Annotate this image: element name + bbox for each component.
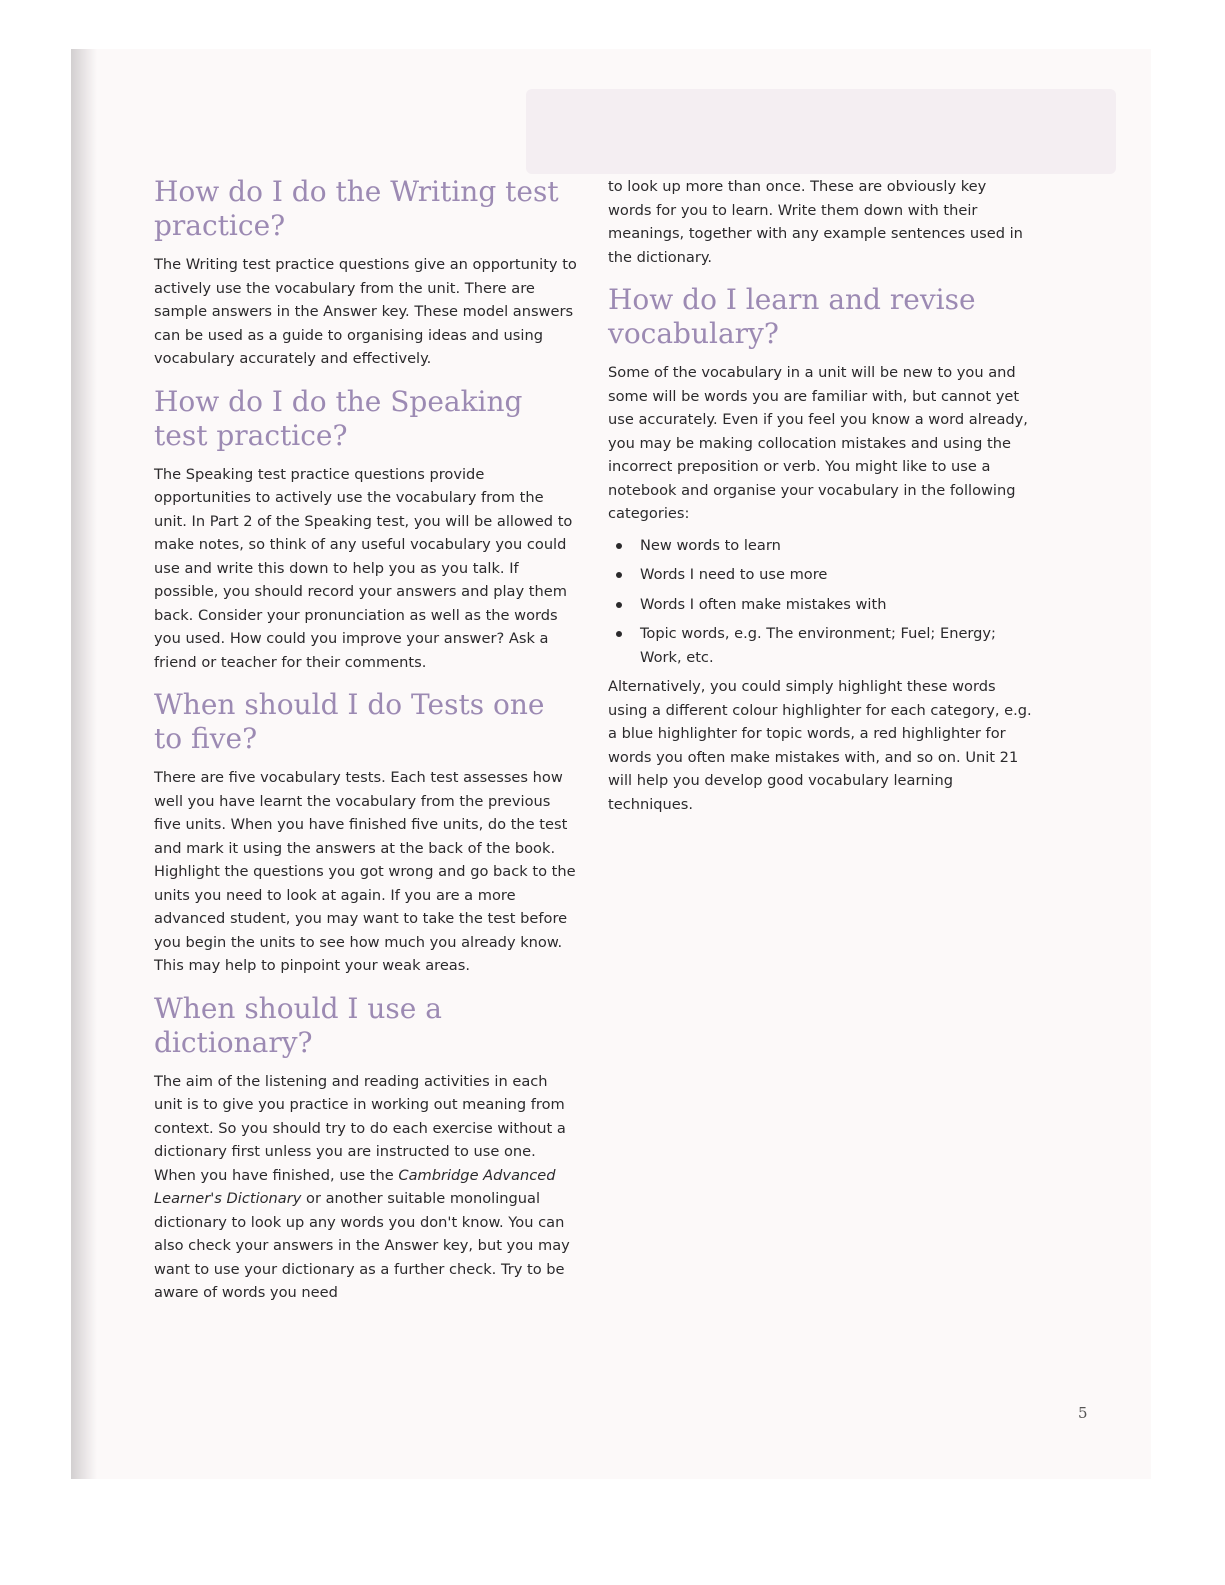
right-column xyxy=(608,175,1033,816)
left-column xyxy=(154,175,579,1305)
category-list xyxy=(608,534,1033,670)
tests-heading: When should I do Tests one to five? xyxy=(154,688,545,755)
category-item: Words I often make mistakes with xyxy=(608,593,1033,617)
category-item: New words to learn xyxy=(608,534,1033,558)
dictionary-body-end: or another suitable monolingual dictionary to look up any words you don't know. You can also check your answers in the Answer key, but you may want to use your dictionary as a further check. Try to be aware of words you need xyxy=(154,1190,570,1301)
revise-outro: Alternatively, you could simply highlight these words using a different colour highlighter for each category, e.g. a blue highlighter for topic words, a red highlighter for words you often make mistakes with, and so on. Unit 21 will help you develop good vocabulary learning techniques. xyxy=(608,678,1032,813)
speaking-heading: How do I do the Speaking test practice? xyxy=(154,384,523,452)
category-item: Words I need to use more xyxy=(608,563,1033,587)
tests-body: There are five vocabulary tests. Each test assesses how well you have learnt the vocabulary from the previous five units. When you have finished five units, do the test and mark it using the answers at the back of the book. Highlight the questions you got wrong and go back to the units you need to look at again. If you are a more advanced student, you may want to take the test before you begin the units to see how much you already know. This may help to pinpoint your weak areas. xyxy=(154,769,576,974)
page-number: 5 xyxy=(1078,1404,1088,1422)
dictionary-title: Cambridge Advanced Learner's Dictionary xyxy=(154,1166,556,1207)
show-through-shadow xyxy=(526,89,1116,174)
writing-body: The Writing test practice questions give an opportunity to actively use the vocabulary from the unit. There are sample answers in the Answer key. These model answers can be used as a guide to organising ideas and using vocabulary accurately and effectively. xyxy=(154,256,577,367)
book-page xyxy=(71,49,1151,1479)
binding-shadow xyxy=(71,49,97,1479)
writing-heading: How do I do the Writing test practice? xyxy=(154,175,559,242)
revise-intro: Some of the vocabulary in a unit will be new to you and some will be words you are familiar with, but cannot yet use accurately. Even if you feel you know a word already, you may be making collocation mistakes and using the incorrect preposition or verb. You might like to use a notebook and organise your vocabulary in the following categories: xyxy=(608,364,1028,522)
dictionary-continuation: to look up more than once. These are obviously key words for you to learn. Write them down with their meanings, together with any example sentences used in the dictionary. xyxy=(608,178,1023,266)
speaking-body: The Speaking test practice questions provide opportunities to actively use the vocabulary from the unit. In Part 2 of the Speaking test, you will be allowed to make notes, so think of any useful vocabulary you could use and write this down to help you as you talk. If possible, you should record your answers and play them back. Consider your pronunciation as well as the words you used. How could you improve your answer? Ask a friend or teacher for their comments. xyxy=(154,465,573,671)
dictionary-body-start: The aim of the listening and reading activities in each unit is to give you practice in working out meaning from context. So you should try to do each exercise without a dictionary first unless you are instructed to use one. When you have finished, use the xyxy=(154,1072,566,1184)
dictionary-body xyxy=(154,1070,579,1305)
revise-heading: How do I learn and revise vocabulary? xyxy=(608,283,976,350)
category-item: Topic words, e.g. The environment; Fuel; Energy; Work, etc. xyxy=(608,622,1033,669)
dictionary-heading: When should I use a dictionary? xyxy=(154,991,442,1059)
